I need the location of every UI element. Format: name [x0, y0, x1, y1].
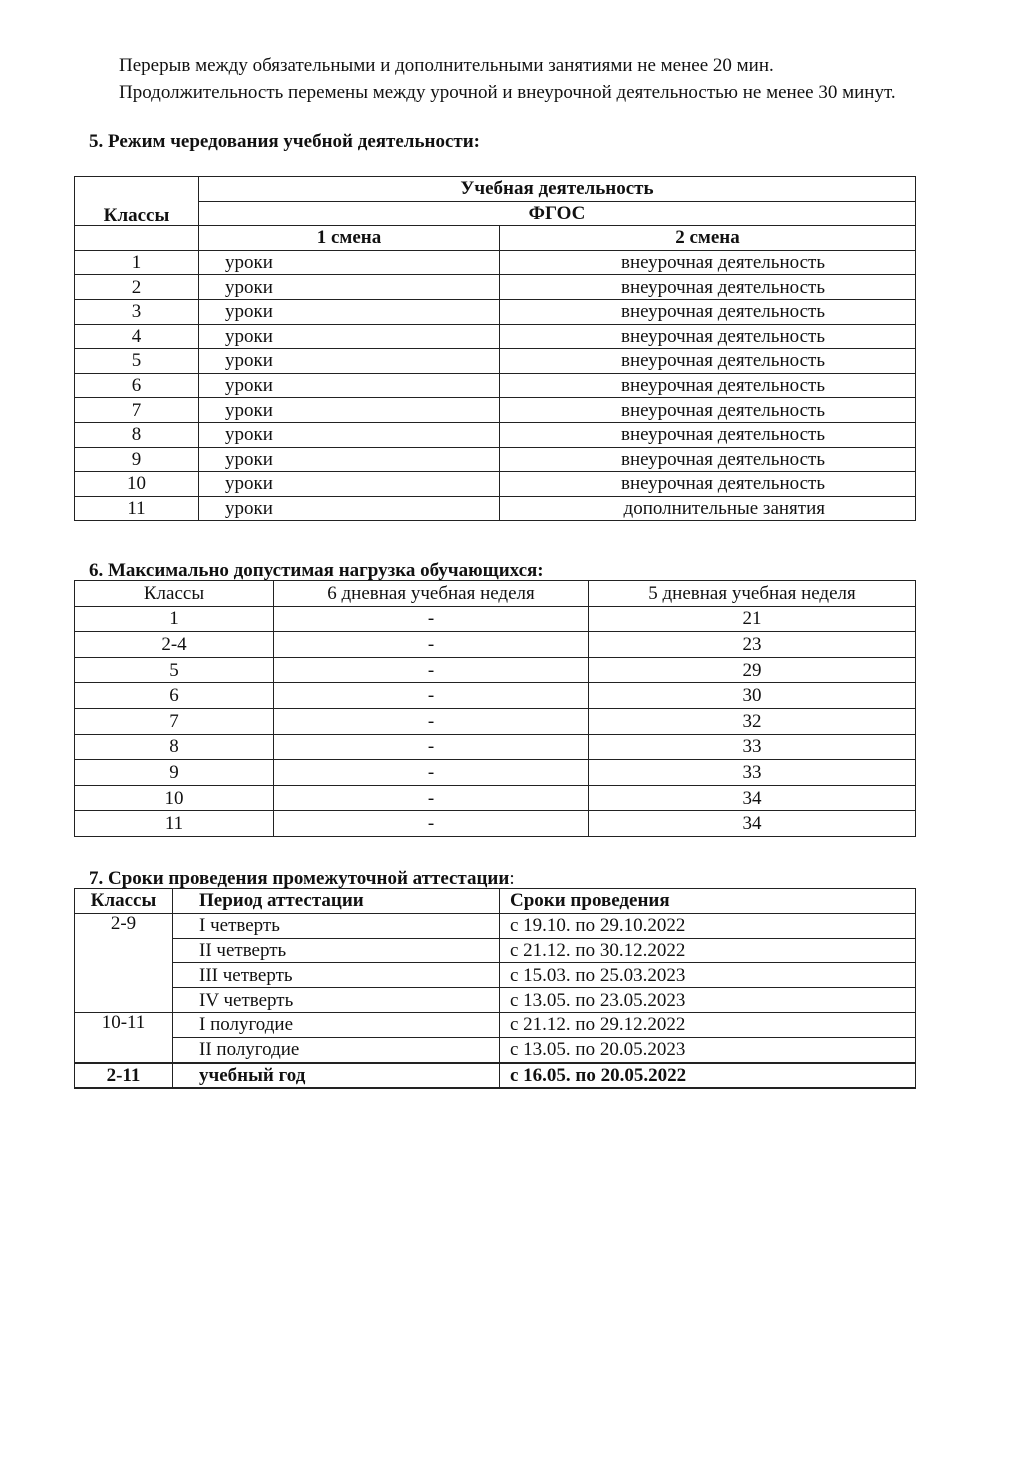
attest-row	[75, 938, 916, 963]
load-class: 9	[75, 760, 274, 786]
class-number: 2	[75, 275, 199, 300]
attest-period: I четверть	[173, 913, 500, 938]
section-7-heading-text: 7. Сроки проведения промежуточной аттестации	[89, 868, 510, 889]
shift-2-activity: внеурочная деятельность	[500, 398, 916, 423]
attest-header-classes: Классы	[75, 889, 173, 914]
load-six-day: -	[274, 760, 589, 786]
load-row	[75, 632, 916, 658]
load-class: 10	[75, 785, 274, 811]
load-row	[75, 811, 916, 837]
class-number: 1	[75, 250, 199, 275]
attest-class-group: 10-11	[75, 1012, 173, 1062]
load-header-five-day: 5 дневная учебная неделя	[589, 581, 916, 607]
attest-final-period: учебный год	[173, 1063, 500, 1089]
attest-dates: с 21.12. по 30.12.2022	[500, 938, 916, 963]
load-class: 1	[75, 606, 274, 632]
attest-period: III четверть	[173, 963, 500, 988]
attestation-table	[74, 888, 916, 1089]
load-header-six-day: 6 дневная учебная неделя	[274, 581, 589, 607]
attest-row	[75, 1012, 916, 1037]
load-five-day: 30	[589, 683, 916, 709]
attest-dates: с 21.12. по 29.12.2022	[500, 1012, 916, 1037]
class-number: 6	[75, 373, 199, 398]
shift-1-activity: уроки	[199, 496, 500, 521]
load-class: 7	[75, 708, 274, 734]
shift-1-activity: уроки	[199, 373, 500, 398]
shift-1-activity: уроки	[199, 275, 500, 300]
load-row	[75, 785, 916, 811]
shift-1-activity: уроки	[199, 324, 500, 349]
shift-2-activity: внеурочная деятельность	[500, 373, 916, 398]
class-number: 8	[75, 422, 199, 447]
shift-1-activity: уроки	[199, 447, 500, 472]
activity-row	[75, 373, 916, 398]
shift-2-activity: внеурочная деятельность	[500, 447, 916, 472]
attest-dates: с 19.10. по 29.10.2022	[500, 913, 916, 938]
shift-1-activity: уроки	[199, 422, 500, 447]
class-number: 9	[75, 447, 199, 472]
load-class: 2-4	[75, 632, 274, 658]
activity-row	[75, 324, 916, 349]
attest-row	[75, 988, 916, 1013]
header-empty-cell	[75, 226, 199, 251]
load-five-day: 23	[589, 632, 916, 658]
attest-rows	[75, 913, 916, 1088]
load-class: 6	[75, 683, 274, 709]
attest-row	[75, 963, 916, 988]
attest-header-period: Период аттестации	[173, 889, 500, 914]
shift-1-activity: уроки	[199, 349, 500, 374]
header-activity: Учебная деятельность	[199, 177, 916, 202]
load-rows	[75, 606, 916, 836]
class-number: 4	[75, 324, 199, 349]
section-5-heading: 5. Режим чередования учебной деятельности:	[89, 131, 481, 152]
load-row	[75, 606, 916, 632]
attest-final-class: 2-11	[75, 1063, 173, 1089]
load-five-day: 21	[589, 606, 916, 632]
activity-row	[75, 299, 916, 324]
load-six-day: -	[274, 683, 589, 709]
load-row	[75, 760, 916, 786]
intro-line-1: Перерыв между обязательными и дополнительными занятиями не менее 20 мин.	[119, 55, 774, 76]
attest-period: II полугодие	[173, 1037, 500, 1062]
load-row	[75, 708, 916, 734]
attest-final-dates: с 16.05. по 20.05.2022	[500, 1063, 916, 1089]
section-7-heading	[89, 868, 515, 890]
load-row	[75, 657, 916, 683]
class-number: 5	[75, 349, 199, 374]
attest-period: II четверть	[173, 938, 500, 963]
shift-2-activity: внеурочная деятельность	[500, 324, 916, 349]
shift-2-activity: внеурочная деятельность	[500, 422, 916, 447]
class-number: 11	[75, 496, 199, 521]
attest-dates: с 13.05. по 20.05.2023	[500, 1037, 916, 1062]
section-6-heading: 6. Максимально допустимая нагрузка обучающихся:	[89, 560, 544, 581]
shift-1-activity: уроки	[199, 398, 500, 423]
load-five-day: 33	[589, 760, 916, 786]
header-shift-1: 1 смена	[199, 226, 500, 251]
load-six-day: -	[274, 632, 589, 658]
activity-row	[75, 349, 916, 374]
header-shift-2: 2 смена	[500, 226, 916, 251]
attest-period: I полугодие	[173, 1012, 500, 1037]
col-header-classes: Классы	[75, 177, 199, 226]
load-six-day: -	[274, 785, 589, 811]
section-7-heading-colon: :	[509, 868, 515, 889]
load-row	[75, 734, 916, 760]
shift-2-activity: внеурочная деятельность	[500, 472, 916, 497]
shift-1-activity: уроки	[199, 472, 500, 497]
attest-final-row	[75, 1063, 916, 1089]
attest-row	[75, 1037, 916, 1062]
shift-2-activity: внеурочная деятельность	[500, 250, 916, 275]
load-six-day: -	[274, 811, 589, 837]
activity-rows	[75, 250, 916, 521]
activity-row	[75, 496, 916, 521]
load-class: 5	[75, 657, 274, 683]
attest-period: IV четверть	[173, 988, 500, 1013]
class-number: 7	[75, 398, 199, 423]
activity-row	[75, 250, 916, 275]
load-header-classes: Классы	[75, 581, 274, 607]
load-six-day: -	[274, 606, 589, 632]
load-six-day: -	[274, 657, 589, 683]
load-row	[75, 683, 916, 709]
attest-dates: с 15.03. по 25.03.2023	[500, 963, 916, 988]
max-load-table	[74, 580, 916, 837]
activity-row	[75, 447, 916, 472]
load-six-day: -	[274, 734, 589, 760]
load-five-day: 34	[589, 811, 916, 837]
attest-header-dates: Сроки проведения	[500, 889, 916, 914]
attest-dates: с 13.05. по 23.05.2023	[500, 988, 916, 1013]
shift-1-activity: уроки	[199, 250, 500, 275]
shift-2-activity: внеурочная деятельность	[500, 349, 916, 374]
load-five-day: 29	[589, 657, 916, 683]
activity-schedule-table	[74, 176, 916, 521]
class-number: 10	[75, 472, 199, 497]
load-class: 11	[75, 811, 274, 837]
load-class: 8	[75, 734, 274, 760]
intro-line-2: Продолжительность перемены между урочной и внеурочной деятельностью не менее 30 минут.	[119, 82, 896, 103]
load-five-day: 32	[589, 708, 916, 734]
shift-1-activity: уроки	[199, 299, 500, 324]
load-five-day: 33	[589, 734, 916, 760]
load-five-day: 34	[589, 785, 916, 811]
activity-row	[75, 422, 916, 447]
attest-class-group: 2-9	[75, 913, 173, 1012]
activity-row	[75, 398, 916, 423]
header-fgos: ФГОС	[199, 201, 916, 226]
shift-2-activity: внеурочная деятельность	[500, 275, 916, 300]
class-number: 3	[75, 299, 199, 324]
attest-row	[75, 913, 916, 938]
activity-row	[75, 275, 916, 300]
activity-row	[75, 472, 916, 497]
load-six-day: -	[274, 708, 589, 734]
shift-2-activity: дополнительные занятия	[500, 496, 916, 521]
shift-2-activity: внеурочная деятельность	[500, 299, 916, 324]
